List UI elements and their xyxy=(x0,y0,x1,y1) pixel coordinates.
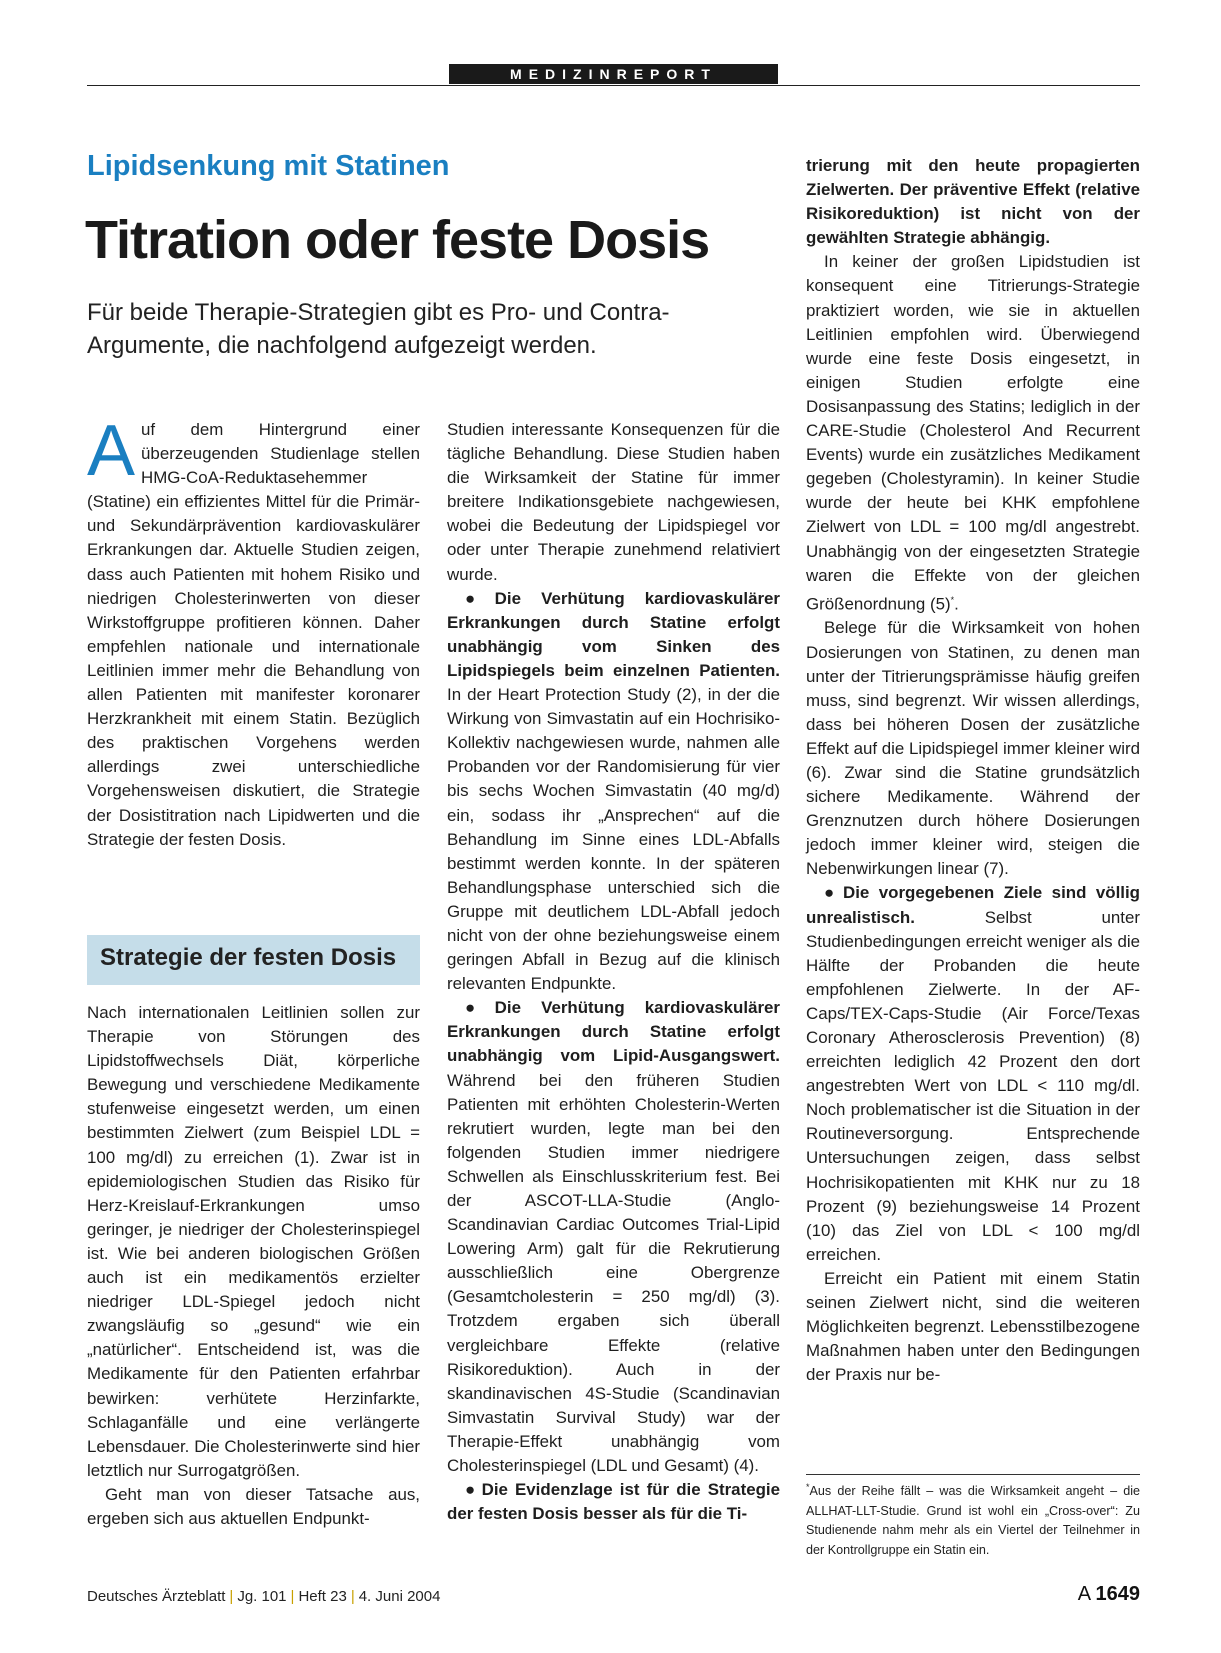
bullet-statement: Die Evidenzlage ist für die Strategie der festen Dosis besser als für die Ti- xyxy=(447,1480,780,1524)
paragraph: Belege für die Wirksamkeit von hohen Dosierungen von Statinen, zu denen man unter der Titrierungsprämisse häufig greifen muss, sind begrenzt. Wir wissen allerdings, dass bei höheren Dosen der zusätzliche Effekt auf die Lipidspiegel immer kleiner wird (6). Zwar sind die Statine grundsätzlich sichere Medikamente. Während der Grenznutzen durch höhere Dosierungen jedoch immer kleiner wird, steigen die Nebenwirkungen linear (7). xyxy=(806,618,1140,879)
article-kicker: Lipidsenkung mit Statinen xyxy=(87,150,450,182)
journal-date: 4. Juni 2004 xyxy=(358,1588,441,1605)
column-3 xyxy=(806,154,1140,1387)
column-1 xyxy=(87,411,420,852)
intro-paragraph: Auf dem Hintergrund einer überzeugenden Studienlage stellen HMG-CoA-Reduktasehemmer (Statine) ein effizientes Mittel für die Primär- und Sekundärprävention kardiovaskulärer Erkrankungen dar. Aktuelle Studien zeigen, dass auch Patienten mit hohem Risiko und niedrigen Cholesterinwerten von dieser Wirkstoffgruppe profitieren können. Daher empfehlen nationale und internationale Leitlinien immer mehr die Behandlung von allen Patienten mit manifester koronarer Herzkrankheit mit einem Statin. Bezüglich des praktischen Vorgehens werden allerdings zwei unterschiedliche Vorgehensweisen diskutiert, die Strategie der Dosistitration nach Lipidwerten und die Strategie der festen Dosis. xyxy=(87,411,420,849)
bullet-paragraph: ● Die vorgegebenen Ziele sind völlig unrealistisch. Selbst unter Studienbedingungen erreicht weniger als die Hälfte der Probanden die heute empfohlenen Zielwerte. In der AF-Caps/TEX-Caps-Studie (Air Force/Texas Coronary Atherosclerosis Prevention) (8) erreichten lediglich 42 Prozent den dort angestrebten Wert von LDL < 110 mg/dl. Noch problematischer ist die Situation in der Routineversorgung. Entsprechende Untersuchungen zeigen, dass selbst Hochrisikopatienten mit KHK nur zu 18 Prozent (9) beziehungsweise 14 Prozent (10) das Ziel von LDL < 100 mg/dl erreichen. xyxy=(806,883,1140,1264)
header-rule xyxy=(87,85,1140,86)
paragraph: Nach internationalen Leitlinien sollen zur Therapie von Störungen des Lipidstoffwechsels Diät, körperliche Bewegung und verschiedene Medikamente stufenweise eingesetzt werden, um einen bestimmten Zielwert (zum Beispiel LDL = 100 mg/dl) zu erreichen (1). Zwar ist in epidemiologischen Studien das Risiko für Herz-Kreislauf-Erkrankungen umso geringer, je niedriger der Cholesterinspiegel ist. Wie bei anderen biologischen Größen auch ist ein medikamentös erzielter niedriger LDL-Spiegel jedoch nicht zwangsläufig so „gesund“ wie ein „natürlicher“. Entscheidend ist, was die Medikamente für den Patienten erfahrbar bewirken: verhütete Herzinfarkte, Schlaganfälle und eine verlängerte Lebensdauer. Die Cholesterinwerte sind hier letztlich nur Surrogatgrößen. xyxy=(87,1003,420,1480)
paragraph: Erreicht ein Patient mit einem Statin seinen Zielwert nicht, sind die weiteren Möglichkeiten begrenzt. Lebensstilbezogene Maßnahmen haben unter den Bedingungen der Praxis nur be- xyxy=(806,1268,1140,1385)
journal-issue: Heft 23 xyxy=(298,1588,347,1605)
article-title: Titration oder feste Dosis xyxy=(85,210,710,270)
bullet-icon: ● xyxy=(465,1480,478,1500)
column-2 xyxy=(447,418,780,1526)
article-dek: Für beide Therapie-Strategien gibt es Pro- und Contra-Argumente, die nachfolgend aufgezeigt werden. xyxy=(87,299,670,359)
section-heading: Strategie der festen Dosis xyxy=(100,944,397,971)
column-1-continued xyxy=(87,1001,420,1531)
bullet-paragraph xyxy=(447,1478,780,1526)
journal-name: Deutsches Ärzteblatt xyxy=(87,1588,226,1605)
bullet-paragraph: ● Die Verhütung kardiovaskulärer Erkrankungen durch Statine erfolgt unabhängig vom Lipid-Ausgangswert. Während bei den früheren Studien Patienten mit erhöhten Cholesterin-Werten rekrutiert wurden, legte man bei den folgenden Studien immer niedrigere Schwellen als Einschlusskriterium fest. Bei der ASCOT-LLA-Studie (Anglo-Scandinavian Cardiac Outcomes Trial-Lipid Lowering Arm) galt für die Rekrutierung ausschließlich eine Obergrenze (Gesamtcholesterin = 250 mg/dl) (3). Trotzdem ergaben sich überall vergleichbare Effekte (relative Risikoreduktion). Auch in der skandinavischen 4S-Studie (Scandinavian Simvastatin Survival Study) war der Therapie-Effekt unabhängig vom Cholesterinspiegel (LDL und Gesamt) (4). xyxy=(447,998,780,1476)
bullet-continuation: trierung mit den heute propagierten Zielwerten. Der präventive Effekt (relative Risikoreduktion) ist nicht von der gewählten Strategie abhängig. xyxy=(806,156,1140,248)
journal-volume: Jg. 101 xyxy=(237,1588,287,1605)
bullet-icon: ● xyxy=(824,883,839,903)
bullet-statement: Die Verhütung kardiovaskulärer Erkrankungen durch Statine erfolgt unabhängig vom Lipid-Ausgangswert. xyxy=(447,998,780,1066)
bullet-statement: Die vorgegebenen Ziele sind völlig unrealistisch. xyxy=(806,883,1140,927)
bullet-icon: ● xyxy=(465,588,491,608)
paragraph: Geht man von dieser Tatsache aus, ergeben sich aus aktuellen Endpunkt- xyxy=(87,1484,420,1528)
footnote-marker: * xyxy=(806,1482,810,1492)
footnote: *Aus der Reihe fällt – was die Wirksamkeit angeht – die ALLHAT-LLT-Studie. Grund ist wohl ein „Cross-over“: Zu Studienende nahm mehr als ein Viertel der Teilnehmer in der Kontrollgruppe ein Statin ein. xyxy=(806,1482,1140,1557)
section-tag: MEDIZINREPORT xyxy=(449,64,778,84)
drop-cap: A xyxy=(87,411,136,491)
bullet-paragraph: ● Die Verhütung kardiovaskulärer Erkrankungen durch Statine erfolgt unabhängig vom Sinken des Lipidspiegels beim einzelnen Patienten. In der Heart Protection Study (2), in der die Wirkung von Simvastatin auf ein Hochrisiko-Kollektiv nachgewiesen wurde, nahmen alle Probanden vor der Randomisierung für vier bis sechs Wochen Simvastatin (40 mg/d) ein, sodass ihr „Ansprechen“ auf die Behandlung im Sinne eines LDL-Abfalls bestimmt werden konnte. In der späteren Behandlungsphase unterschied sich die Gruppe mit deutlichem LDL-Abfall jedoch nicht von der ohne beziehungsweise einem geringen Abfall in Bezug auf die klinisch relevanten Endpunkte. xyxy=(447,588,780,994)
footnote-rule xyxy=(806,1474,1140,1475)
page-number: A 1649 xyxy=(1077,1583,1140,1605)
footnote-ref: * xyxy=(950,594,955,605)
bullet-icon: ● xyxy=(465,998,491,1018)
paragraph: Studien interessante Konsequenzen für die tägliche Behandlung. Diese Studien haben die Wirksamkeit der Statine für immer breitere Indikationsgebiete nachgewiesen, wobei die Bedeutung der Lipidspiegel vor oder unter Therapie zunehmend relativiert wurde. xyxy=(447,420,780,584)
paragraph: In keiner der großen Lipidstudien ist konsequent eine Titrierungs-Strategie praktiziert worden, wie sie in aktuellen Leitlinien empfohlen wird. Überwiegend wurde eine feste Dosis eingesetzt, in einigen Studien erfolgte eine Dosisanpassung des Statins; lediglich in der CARE-Studie (Cholesterol And Recurrent Events) wurde ein zusätzliches Medikament gegeben (Cholestyramin). In keiner Studie wurde der heute bei KHK empfohlene Zielwert von LDL = 100 mg/dl angestrebt. Unabhängig von der eingesetzten Strategie waren die Effekte von der gleichen Größenordnung (5)*. xyxy=(806,252,1140,614)
bullet-statement: Die Verhütung kardiovaskulärer Erkrankungen durch Statine erfolgt unabhängig vom Sinken des Lipidspiegels beim einzelnen Patienten. xyxy=(447,588,780,680)
footer-citation: Deutsches Ärzteblatt | Jg. 101 | Heft 23 | 4. Juni 2004 xyxy=(87,1588,441,1605)
